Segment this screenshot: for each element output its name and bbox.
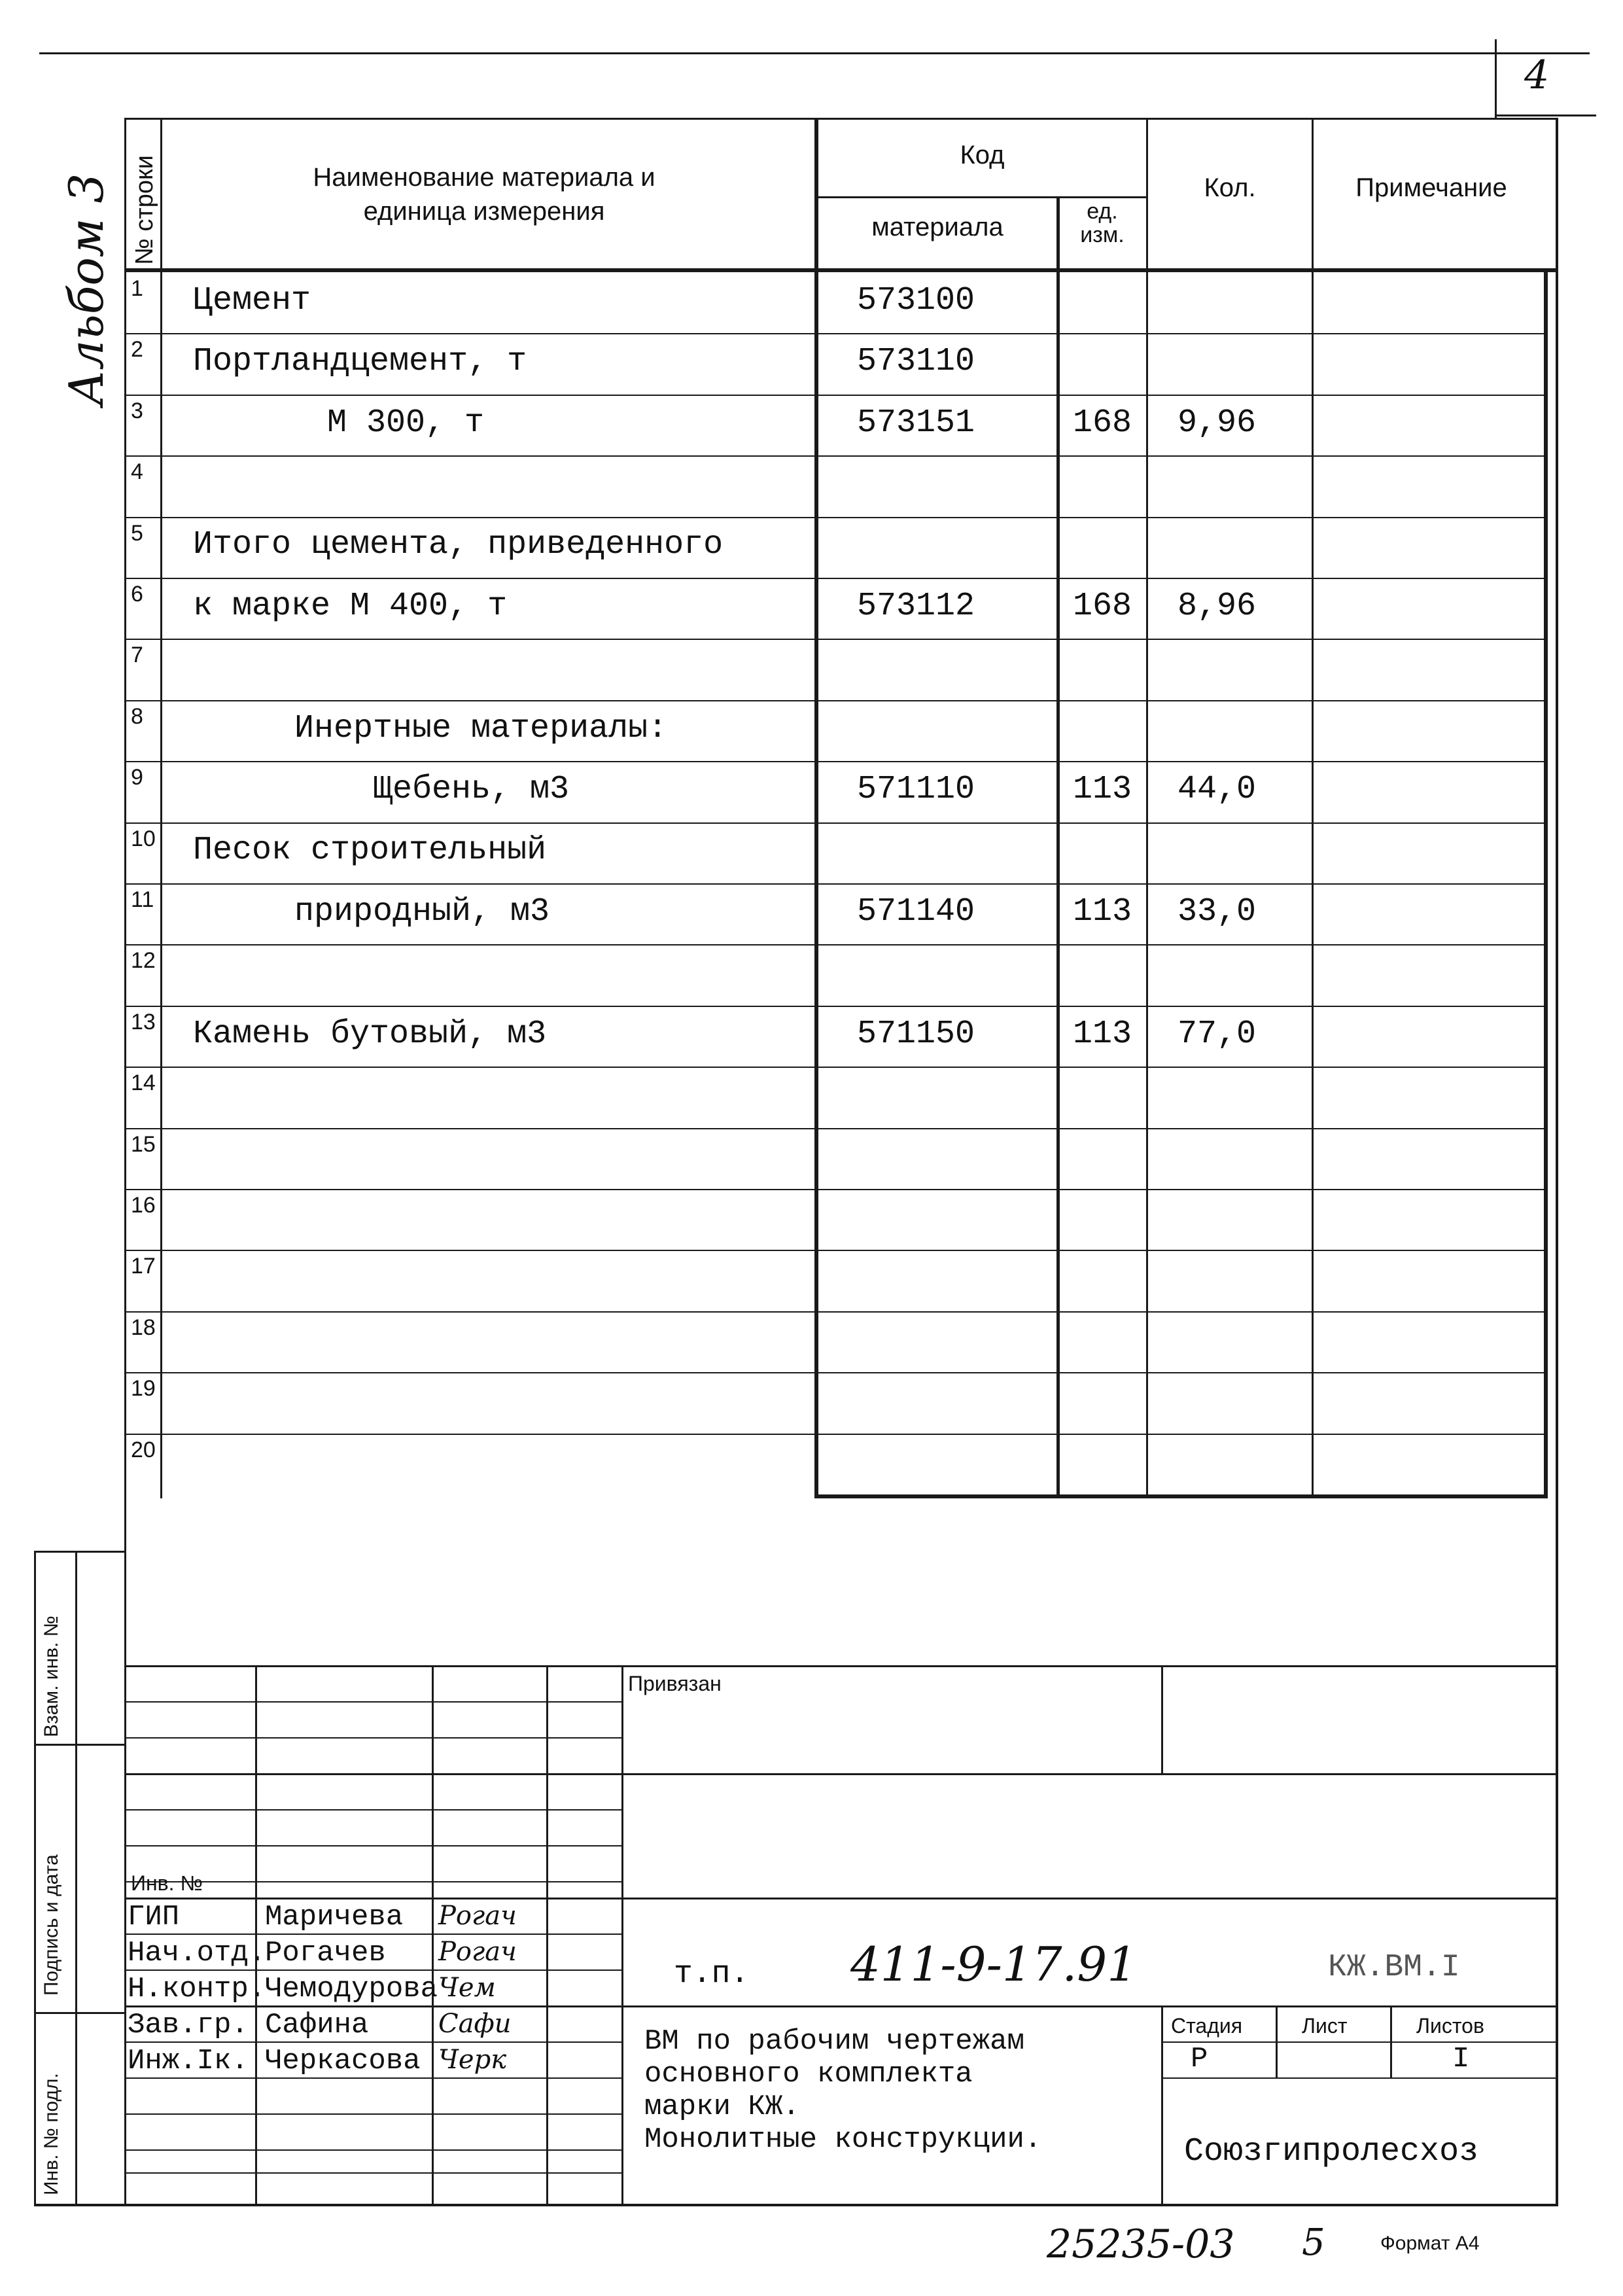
- side-vzam-inv: Взам. инв. №: [41, 1616, 62, 1737]
- quantity: 44,0: [1178, 771, 1257, 808]
- stamp-sheets-label: Листов: [1416, 2014, 1484, 2038]
- signer-name: Чемодурова: [265, 1973, 438, 2005]
- signer-role: Зав.гр.: [128, 2009, 249, 2041]
- row-number: 5: [131, 521, 143, 546]
- material-name: М 300, т: [327, 404, 485, 442]
- row-number: 16: [131, 1193, 156, 1218]
- stamp-sheet-label: Лист: [1302, 2014, 1348, 2038]
- unit-code: 113: [1073, 771, 1132, 808]
- header-name: Наименование материала и единица измерения: [313, 163, 655, 226]
- material-name: природный, м3: [294, 893, 550, 930]
- stamp-doc-code: КЖ.ВМ.I: [1328, 1950, 1460, 1985]
- signer-role: Н.контр.: [128, 1973, 266, 2005]
- quantity: 9,96: [1178, 404, 1257, 442]
- row-number: 12: [131, 948, 156, 973]
- signer-name: Сафина: [265, 2009, 369, 2041]
- row-number: 15: [131, 1132, 156, 1157]
- stamp-desc-1: ВМ по рабочим чертежам: [644, 2025, 1024, 2058]
- signer-signature: Рогач: [438, 1937, 517, 1967]
- row-number: 17: [131, 1254, 156, 1279]
- material-code: 571140: [857, 893, 975, 930]
- row-number: 8: [131, 704, 143, 729]
- material-name: Щебень, м3: [373, 771, 570, 808]
- stamp-organization: Союзгипролесхоз: [1184, 2133, 1479, 2170]
- unit-code: 113: [1073, 893, 1132, 930]
- stamp-desc-3: марки КЖ.: [644, 2091, 800, 2123]
- side-inv-podl: Инв. № подл.: [41, 2073, 62, 2195]
- stamp-project-no: 411-9-17.91: [850, 1937, 1138, 1992]
- material-code: 571150: [857, 1016, 975, 1053]
- row-number: 3: [131, 398, 143, 423]
- quantity: 33,0: [1178, 893, 1257, 930]
- quantity: 8,96: [1178, 588, 1257, 625]
- row-number: 18: [131, 1315, 156, 1340]
- row-number: 4: [131, 459, 143, 484]
- header-unit-code: ед. изм.: [1080, 199, 1125, 247]
- unit-code: 168: [1073, 588, 1132, 625]
- stamp-desc-4: Монолитные конструкции.: [644, 2123, 1042, 2156]
- header-quantity: Кол.: [1204, 173, 1256, 202]
- row-number: 7: [131, 643, 143, 667]
- material-name: Песок строительный: [193, 832, 547, 869]
- header-material-code: материала: [871, 213, 1003, 241]
- signer-role: Инж.Iк.: [128, 2045, 249, 2077]
- material-name: Цемент: [193, 282, 311, 319]
- signer-signature: Сафи: [438, 2009, 512, 2039]
- material-code: 573110: [857, 343, 975, 380]
- row-number: 9: [131, 765, 143, 790]
- signer-role: ГИП: [128, 1901, 180, 1934]
- row-number: 11: [131, 887, 154, 912]
- material-code: 571110: [857, 771, 975, 808]
- footer-doc-number: 25235-03: [1047, 2221, 1235, 2267]
- header-note: Примечание: [1355, 173, 1507, 202]
- material-code: 573100: [857, 282, 975, 319]
- material-name: Инертные материалы:: [294, 710, 668, 747]
- row-number: 2: [131, 337, 143, 362]
- unit-code: 113: [1073, 1016, 1132, 1053]
- material-name: Портландцемент, т: [193, 343, 527, 380]
- material-name: Итого цемента, приведенного: [193, 526, 724, 563]
- unit-code: 168: [1073, 404, 1132, 442]
- stamp-stage-label: Стадия: [1171, 2014, 1243, 2038]
- signer-role: Нач.отд.: [128, 1937, 266, 1969]
- row-number: 20: [131, 1438, 156, 1462]
- side-podpis-data: Подпись и дата: [41, 1854, 62, 1996]
- row-number: 6: [131, 582, 143, 607]
- quantity: 77,0: [1178, 1016, 1257, 1053]
- material-code: 573112: [857, 588, 975, 625]
- row-number: 13: [131, 1010, 156, 1034]
- header-row-number: № строки: [131, 155, 158, 265]
- header-code: Код: [960, 141, 1005, 169]
- page-number: 4: [1524, 52, 1550, 98]
- stamp-privyazan: Привязан: [628, 1672, 722, 1695]
- album-label: Альбом 3: [59, 173, 114, 406]
- stamp-inv-no: Инв. №: [131, 1871, 203, 1895]
- material-code: 573151: [857, 404, 975, 442]
- stamp-sheets-value: I: [1452, 2043, 1470, 2075]
- row-number: 14: [131, 1070, 156, 1095]
- signer-signature: Чем: [438, 1973, 496, 2003]
- signer-name: Рогачев: [265, 1937, 386, 1969]
- footer-format: Формат А4: [1380, 2233, 1480, 2254]
- row-number: 1: [131, 276, 143, 301]
- stamp-tp-label: т.п.: [674, 1956, 750, 1992]
- signer-name: Маричева: [265, 1901, 404, 1934]
- signer-signature: Черк: [438, 2045, 507, 2075]
- row-number: 10: [131, 826, 156, 851]
- row-number: 19: [131, 1376, 156, 1401]
- material-name: к марке М 400, т: [193, 588, 508, 625]
- stamp-stage-value: Р: [1191, 2043, 1208, 2075]
- signer-name: Черкасова: [265, 2045, 421, 2077]
- stamp-desc-2: основного комплекта: [644, 2058, 973, 2091]
- material-name: Камень бутовый, м3: [193, 1016, 547, 1053]
- signer-signature: Рогач: [438, 1901, 517, 1931]
- footer-copy-number: 5: [1302, 2221, 1325, 2264]
